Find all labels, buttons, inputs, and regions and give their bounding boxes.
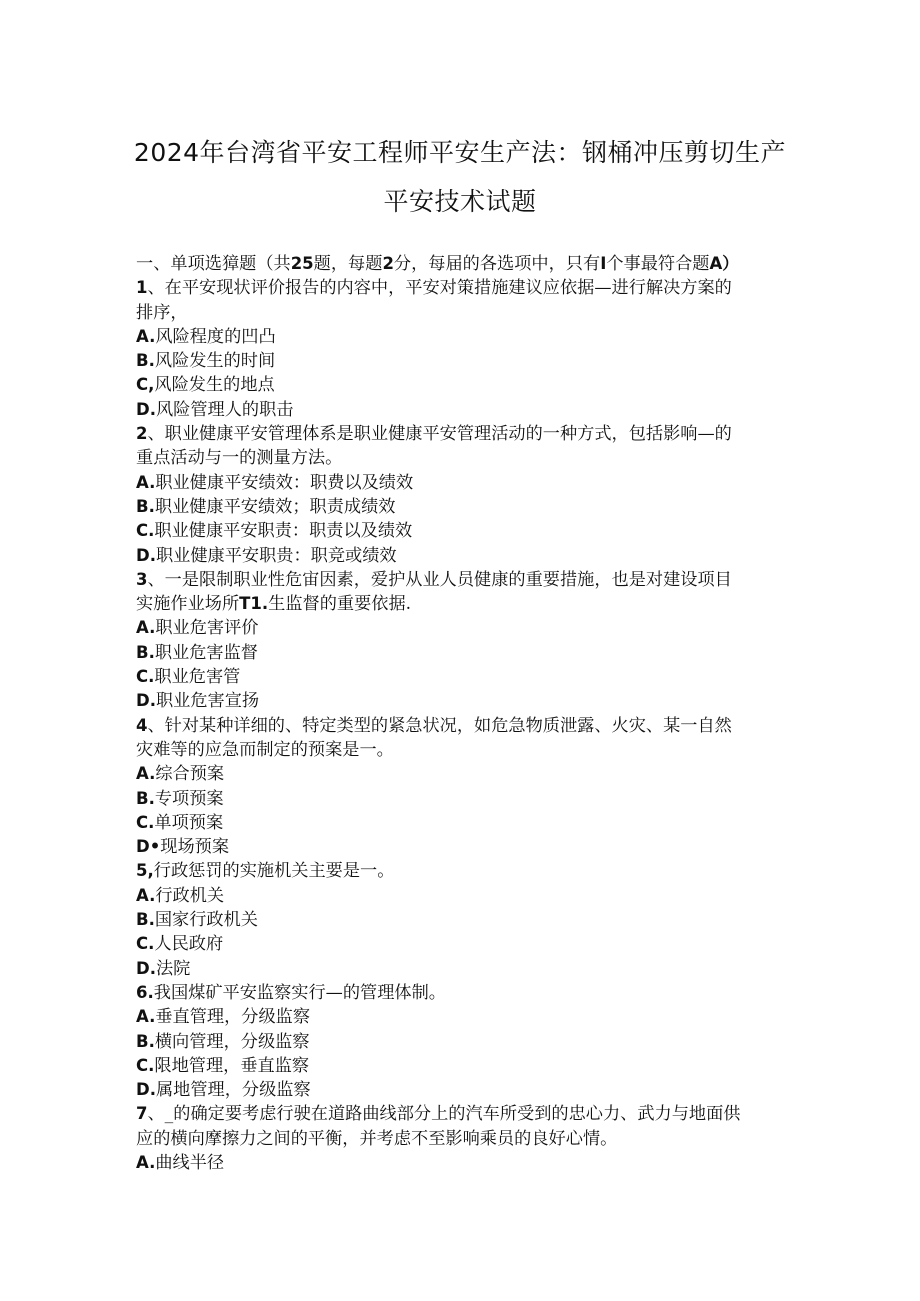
question-5-option-b: B.国家行政机关 <box>136 910 258 931</box>
question-6-option-a: A.垂直管理，分级监察 <box>136 1007 311 1028</box>
question-1-option-d: D.风险管理人的职击 <box>136 399 294 420</box>
question-6-option-b: B.横向管理，分级监察 <box>136 1031 310 1052</box>
question-4-continuation: 灾难等的应急而制定的预案是一。 <box>136 739 394 760</box>
question-4-option-a: A.综合预案 <box>136 764 225 785</box>
question-2: 2、职业健康平安管理体系是职业健康平安管理活动的一种方式，包括影响—的 <box>136 424 732 445</box>
question-1-option-c: C,风险发生的地点 <box>136 375 275 396</box>
question-2-option-d: D.职业健康平安职贵：职竞或绩效 <box>136 545 397 566</box>
question-7: 7、_的确定要考虑行驶在道路曲线部分上的汽车所受到的忠心力、武力与地面供 <box>136 1104 741 1125</box>
question-1: 1、在平安现状评价报告的内容中，平安对策措施建议应依据—进行解决方案的 <box>136 278 732 299</box>
question-5: 5,行政惩罚的实施机关主要是一。 <box>136 861 395 882</box>
question-1-continuation: 排序， <box>136 302 188 323</box>
question-1-option-b: B.风险发生的时间 <box>136 351 276 372</box>
document-title-line-2: 平安技术试题 <box>383 187 537 216</box>
question-2-option-a: A.职业健康平安绩效：职费以及绩效 <box>136 472 414 493</box>
question-3-option-a: A.职业危害评价 <box>136 618 259 639</box>
question-7-continuation: 应的横向摩擦力之间的平衡，并考虑不至影响乘员的良好心情。 <box>136 1128 618 1149</box>
question-7-option-a: A.曲线半径 <box>136 1152 225 1173</box>
question-2-continuation: 重点活动与一的测量方法。 <box>136 448 343 469</box>
question-6-option-d: D.属地管理，分级监察 <box>136 1080 311 1101</box>
question-3-option-d: D.职业危害宣扬 <box>136 691 260 712</box>
document-title-line-1: 2024年台湾省平安工程师平安生产法：钢桶冲压剪切生产 <box>133 138 787 167</box>
question-6-option-c: C.限地管理，垂直监察 <box>136 1055 310 1076</box>
question-5-option-a: A.行政机关 <box>136 885 225 906</box>
question-4-option-d: D•现场预案 <box>136 837 230 858</box>
question-6: 6.我国煤矿平安监察实行—的管理体制。 <box>136 982 446 1003</box>
question-3: 3、一是限制职业性危宙因素，爱护从业人员健康的重要措施，也是对建设项目 <box>136 569 732 590</box>
question-3-option-c: C.职业危害管 <box>136 667 241 688</box>
question-2-option-c: C.职业健康平安职责：职责以及绩效 <box>136 521 413 542</box>
document-body <box>136 252 786 1175</box>
question-3-option-b: B.职业危害监督 <box>136 642 258 663</box>
question-5-option-d: D.法院 <box>136 958 191 979</box>
question-3-continuation: 实施作业场所T1.生监督的重要依据. <box>136 594 412 615</box>
question-2-option-b: B.职业健康平安绩效；职责成绩效 <box>136 496 396 517</box>
question-5-option-c: C.人民政府 <box>136 934 224 955</box>
section-heading: 一、单项选獐题（共25题，每题2分，每届的各选项中，只有I个事最符合题A） <box>136 254 739 274</box>
question-4: 4、针对某种详细的、特定类型的紧急状况，如危急物质泄露、火灾、某一自然 <box>136 715 732 736</box>
question-1-option-a: A.风险程度的凹凸 <box>136 326 276 347</box>
question-4-option-c: C.单项预案 <box>136 812 224 833</box>
question-4-option-b: B.专项预案 <box>136 788 224 809</box>
